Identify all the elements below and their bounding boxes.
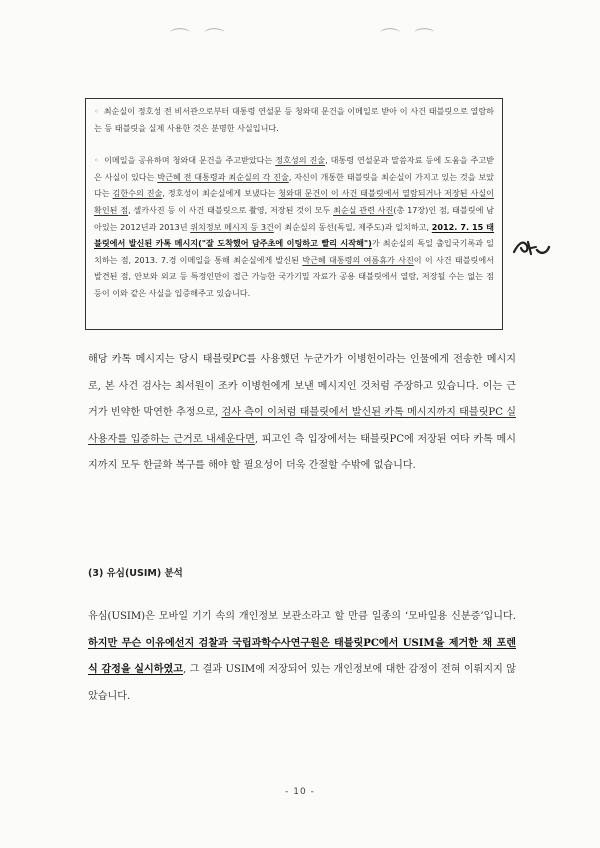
punch-hole-marks-left: ⌒ ⌒ — [170, 26, 229, 50]
quote-item-1-text: 최순실이 정호성 전 비서관으로부터 대통령 연설문 등 청와대 문건을 이메일로 받아 이 사건 태블릿으로 열람하는 등 태블릿을 실제 사용한 것은 분명한 사실입니다. — [94, 106, 494, 133]
underlined-text: 청와대 문건이 이 사건 태블릿에서 열람되거나 저장된 사실이 확인된 점 — [94, 188, 494, 215]
handwritten-mark-icon — [511, 236, 551, 260]
quote-item-2: ◦ 이메일을 공유하며 청와대 문건을 주고받았다는 정호성의 진술, 대통령 연설문과 말씀자료 등에 도움을 주고받은 사실이 있다는 박근혜 전 대통령과 최순실의 각 진술, 자신이 개통한 태블릿을 최순실이 가지고 있는 것을 보았다는 김한수의 진술, 정호성이 최순실에게 보냈다는 청와대 문건이 이 사건 태블릿에서 열람되거나 저장된 사실이 확인된 점, 셀카사진 등 이 사건 태블릿으로 촬영, 저장된 것이 모두 최순실 관련 사진(총 17장)인 점, 태블릿에 남아있는 2012년과 2013년 위치정보 메시지 등 3건이 최순실의 동선(독일, 제주도)과 일치하고, 2012. 7. 15 태블릿에서 발신된 카톡 메시지("잘 도착했어 담주초에 이팅하고 빨리 시작해")가 최순실의 독일 출입국기록과 일치하는 점, 2013. 7.경 이메일을 통해 최순실에게 발신된 박근혜 대통령의 여름휴가 사진이 이 사건 태블릿에서 발견된 점, 안보와 외교 등 특정인만이 접근 가능한 국가기밀 자료가 공용 태블릿에서 열람, 저장될 수는 없는 점 등이 이와 같은 사실을 입증해주고 있습니다. — [94, 155, 495, 298]
bullet-icon: ◦ — [94, 155, 100, 166]
underlined-text: 박근혜 대통령의 여름휴가 사진 — [302, 254, 414, 265]
bold-underlined-text: 2012. 7. 15 태블릿에서 발신된 카톡 메시지("잘 도착했어 담주초에 이팅하고 빨리 시작해") — [94, 221, 495, 249]
underlined-text: 최순실 관련 사진 — [333, 204, 394, 215]
paragraph-usim: 유심(USIM)은 모바일 기기 속의 개인정보 보관소라고 할 만큼 일종의 ‘모바일용 신분증’입니다. 하지만 무슨 이유에선지 검찰과 국립과학수사연구원은 태블릿PC에서 USIM을 제거한 채 포렌식 감정을 실시하였고, 그 결과 USIM에 저장되어 있는 개인정보에 대한 감정이 전혀 이뤄지지 않았습니다. — [88, 611, 516, 702]
section-heading: (3) 유심(USIM) 분석 — [88, 568, 183, 579]
paragraph-katalk-message: 해당 카톡 메시지는 당시 태블릿PC를 사용했던 누군가가 이병헌이라는 인물에게 전송한 메시지로, 본 사건 검사는 최서원이 조카 이병헌에게 보낸 메시지인 것처럼 주장하고 있습니다. 이는 근거가 빈약한 막연한 추정으로, 검사 측이 이처럼 태블릿에서 발신된 카톡 메시지까지 태블릿PC 실사용자를 입증하는 근거로 내세운다면, 피고인 측 입장에서는 태블릿PC에 저장된 여타 카톡 메시지까지 모두 한글화 복구를 해야 할 필요성이 더욱 간절할 수밖에 없습니다. — [88, 354, 517, 471]
quote-item-1 — [94, 103, 494, 136]
underlined-text: 위치정보 메시지 등 3건 — [190, 221, 274, 232]
underlined-text: 박근혜 전 대통령과 최순실의 각 진술 — [157, 171, 289, 182]
underlined-text: 검사 측이 이처럼 태블릿에서 발신된 카톡 메시지까지 태블릿PC 실사용자를 입증하는 근거로 내세운다면 — [88, 407, 516, 445]
page-number: - 10 - — [285, 787, 315, 797]
underlined-text: 김한수의 진술 — [112, 188, 163, 199]
quote-box — [85, 98, 503, 330]
underlined-text: 정호성의 진술 — [275, 155, 326, 166]
bullet-icon: ◦ — [94, 106, 99, 116]
bold-underlined-text: 하지만 무슨 이유에선지 검찰과 국립과학수사연구원은 태블릿PC에서 USIM을 제거한 채 포렌식 감정을 실시하였고 — [88, 637, 516, 675]
punch-hole-marks-right: ⌒ ⌒ — [380, 26, 439, 50]
